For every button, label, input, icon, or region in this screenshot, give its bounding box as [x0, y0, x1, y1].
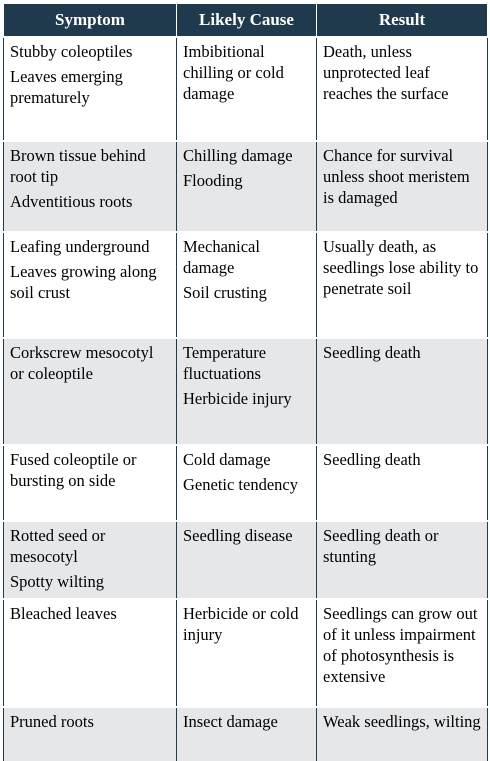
cell-cause: [177, 599, 317, 707]
result-text: Weak seedlings, wilting: [323, 712, 481, 731]
cell-result: [317, 445, 488, 521]
symptom-table: [3, 3, 488, 761]
symptom-text: Corkscrew mesocotyl or coleoptile: [10, 343, 154, 383]
cell-cause: [177, 445, 317, 521]
symptom-text: Adventitious roots: [10, 192, 133, 211]
cell-symptom: [4, 445, 177, 521]
cause-text: Cold damage: [183, 450, 271, 469]
symptom-text: Leaves emerging prematurely: [10, 67, 123, 107]
table-row: [4, 338, 488, 445]
header-symptom: Symptom: [4, 4, 177, 38]
result-text: Seedling death: [323, 343, 421, 362]
cell-result: [317, 37, 488, 141]
table-row: [4, 521, 488, 599]
result-text: Usually death, as seedlings lose ability to penetrate soil: [323, 237, 479, 298]
header-result: Result: [317, 4, 488, 38]
cell-cause: [177, 707, 317, 761]
cause-text: Herbicide injury: [183, 389, 292, 408]
table-row: [4, 599, 488, 707]
cause-text: Insect damage: [183, 712, 278, 731]
cell-cause: [177, 521, 317, 599]
header-likely-cause: Likely Cause: [177, 4, 317, 38]
table-row: [4, 445, 488, 521]
cell-symptom: [4, 141, 177, 232]
result-text: Seedling death or stunting: [323, 526, 439, 566]
cause-text: Chilling damage: [183, 146, 293, 165]
cause-text: Seedling disease: [183, 526, 293, 545]
cell-cause: [177, 141, 317, 232]
symptom-text: Leaves growing along soil crust: [10, 262, 157, 302]
symptom-text: Bleached leaves: [10, 604, 117, 623]
cause-text: Mechanical damage: [183, 237, 260, 277]
cell-symptom: [4, 707, 177, 761]
result-text: Death, unless unprotected leaf reaches the surface: [323, 42, 449, 103]
symptom-text: Fused coleoptile or bursting on side: [10, 450, 137, 490]
symptom-text: Pruned roots: [10, 712, 94, 731]
cell-cause: [177, 37, 317, 141]
cell-result: [317, 521, 488, 599]
cell-symptom: [4, 232, 177, 338]
cell-result: [317, 232, 488, 338]
symptom-text: Stubby coleoptiles: [10, 42, 133, 61]
cell-symptom: [4, 37, 177, 141]
cell-symptom: [4, 338, 177, 445]
table-row: [4, 232, 488, 338]
result-text: Seedlings can grow out of it unless impairment of photosynthesis is extensive: [323, 604, 478, 686]
cause-text: Imbibitional chilling or cold damage: [183, 42, 284, 103]
table-row: [4, 707, 488, 761]
result-text: Chance for survival unless shoot meristem is damaged: [323, 146, 470, 207]
result-text: Seedling death: [323, 450, 421, 469]
symptom-text: Brown tissue behind root tip: [10, 146, 146, 186]
symptom-text: Leafing underground: [10, 237, 150, 256]
cause-text: Temperature fluctuations: [183, 343, 267, 383]
table-row: [4, 37, 488, 141]
symptom-text: Spotty wilting: [10, 572, 104, 591]
symptom-text: Rotted seed or mesocotyl: [10, 526, 106, 566]
symptom-table-container: [3, 3, 487, 761]
cause-text: Flooding: [183, 171, 243, 190]
cell-result: [317, 338, 488, 445]
cause-text: Soil crusting: [183, 283, 267, 302]
table-header-row: [4, 4, 488, 38]
cause-text: Genetic tendency: [183, 475, 298, 494]
cell-symptom: [4, 599, 177, 707]
cell-symptom: [4, 521, 177, 599]
cause-text: Herbicide or cold injury: [183, 604, 299, 644]
cell-cause: [177, 232, 317, 338]
cell-result: [317, 599, 488, 707]
cell-result: [317, 707, 488, 761]
cell-result: [317, 141, 488, 232]
cell-cause: [177, 338, 317, 445]
table-row: [4, 141, 488, 232]
